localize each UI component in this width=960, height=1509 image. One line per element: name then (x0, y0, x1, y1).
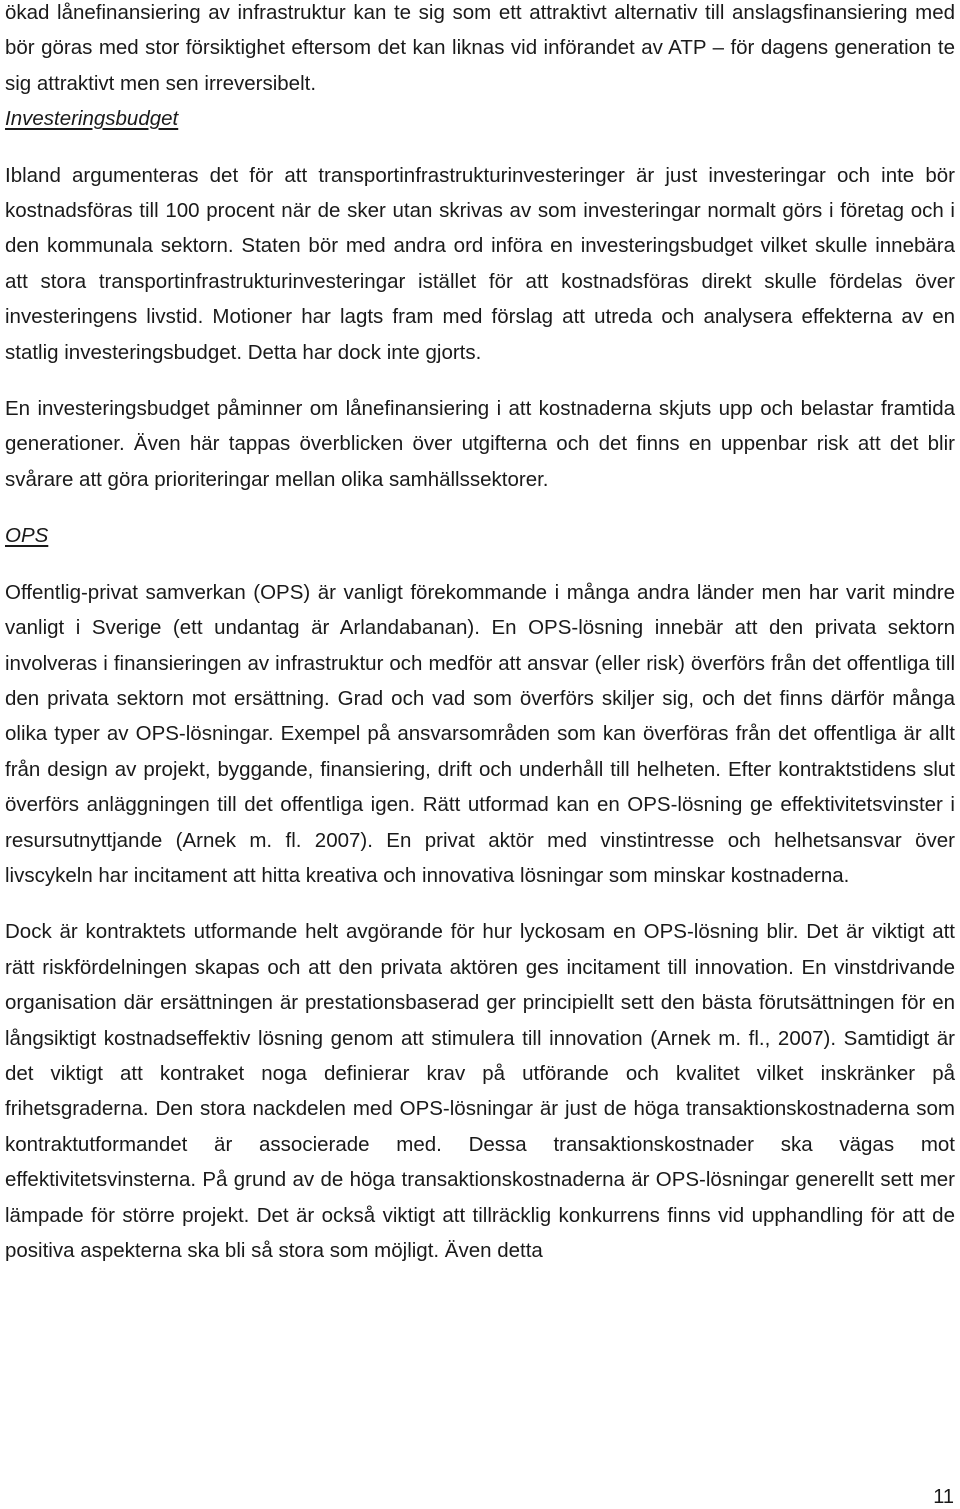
section-heading-ops: OPS (5, 524, 49, 548)
ops-paragraph-2: Dock är kontraktets utformande helt avgörande för hur lyckosam en OPS-lösning blir. Det är viktigt att rätt riskfördelningen skapas och att den privata aktören ges incitament till innovation. En vinstdrivande organisation där ersättningen är prestationsbaserad ger principiellt sett den bästa förutsättningen för en långsiktigt kostnadseffektiv lösning genom att stimulera till innovation (Arnek m. fl., 2007). Samtidigt är det viktigt att kontraket noga definierar krav på utförande och kvalitet vilket inskränker på frihetsgraderna. Den stora nackdelen med OPS-lösningar är just de höga transaktionskostnaderna som kontraktutformandet är associerade med. Dessa transaktionskostnader ska vägas mot effektivitetsvinsterna. På grund av de höga transaktionskostnaderna är OPS-lösningar generellt sett mer lämpade för större projekt. Det är också viktigt att tillräcklig konkurrens finns vid upphandling för att de positiva aspekterna ska bli så stora som möjligt. Även detta (5, 920, 955, 1262)
paragraph-spacer (5, 370, 955, 391)
paragraph-spacer (5, 554, 955, 575)
intro-paragraph: ökad lånefinansiering av infrastruktur kan te sig som ett attraktivt alternativ till anslagsfinansiering med bör göras med stor försiktighet eftersom det kan liknas vid införandet av ATP – för dagens generation te sig attraktivt men sen irreversibelt. (5, 1, 955, 95)
ops-paragraph-1: Offentlig-privat samverkan (OPS) är vanligt förekommande i många andra länder men har varit mindre vanligt i Sverige (ett undantag är Arlandabanan). En OPS-lösning innebär att den privata sektorn involveras i finansieringen av infrastruktur och medför att ansvar (eller risk) överförs från det offentliga till den privata sektorn mot ersättning. Grad och vad som överförs skiljer sig, och det finns därför många olika typer av OPS-lösningar. Exempel på ansvarsområden som kan överföras från det offentliga är allt från design av projekt, byggande, finansiering, drift och underhåll till helheten. Efter kontraktstidens slut överförs anläggningen till det offentliga igen. Rätt utformad kan en OPS-lösning ge effektivitetsvinster i resursutnyttjande (Arnek m. fl. 2007). En privat aktör med vinstintresse och helhetsansvar över livscykeln har incitament att hitta kreativa och innovativa lösningar som minskar kostnaderna. (5, 580, 955, 887)
paragraph-spacer (5, 497, 955, 518)
document-page (5, 0, 955, 1268)
page-number: 11 (933, 1486, 954, 1508)
section-heading-investeringsbudget: Investeringsbudget (5, 107, 179, 131)
investeringsbudget-paragraph-1: Ibland argumenteras det för att transportinfrastrukturinvesteringer är just investeringar och inte bör kostnadsföras till 100 procent när de sker utan skrivas av som investeringar normalt görs i företag och i den kommunala sektorn. Staten bör med andra ord införa en investeringsbudget vilket skulle innebära att stora transportinfrastrukturinvesteringar istället för att kostnadsföras direkt skulle fördelas över investeringens livstid. Motioner har lagts fram med förslag att utreda och analysera effekterna av en statlig investeringsbudget. Detta har dock inte gjorts. (5, 163, 955, 364)
paragraph-spacer (5, 893, 955, 914)
paragraph-spacer (5, 137, 955, 158)
investeringsbudget-paragraph-2: En investeringsbudget påminner om lånefinansiering i att kostnaderna skjuts upp och belastar framtida generationer. Även här tappas överblicken över utgifterna och det finns en uppenbar risk att det blir svårare att göra prioriteringar mellan olika samhällssektorer. (5, 397, 955, 491)
